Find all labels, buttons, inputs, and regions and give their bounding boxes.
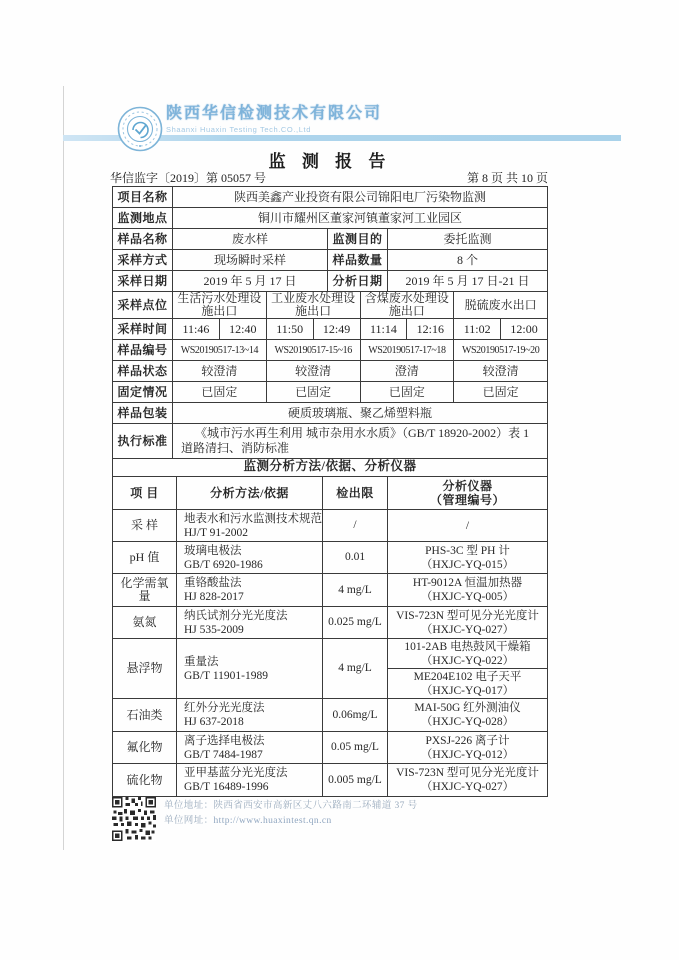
footer-website-line: [164, 814, 417, 829]
method-cell: [177, 732, 323, 764]
col-header-item: 项 目: [113, 477, 177, 510]
method-row-cod: [113, 574, 548, 607]
cell-value: 2019 年 5 月 17 日: [173, 271, 328, 292]
cell-label: 项目名称: [113, 187, 173, 208]
method-name: 玻璃电极法: [184, 544, 242, 557]
cell-label: 执行标准: [113, 424, 173, 459]
col-header-instrument-line2: （管理编号）: [429, 493, 505, 507]
item-cell: 采 样: [113, 510, 177, 542]
sampling-time-cell: 12:40: [220, 319, 267, 340]
sampling-point-cell: 脱硫废水出口: [454, 292, 548, 319]
row-packaging: [113, 403, 548, 424]
fixation-cell: 已固定: [454, 382, 548, 403]
section-title: 监测分析方法/依据、分析仪器: [113, 457, 548, 477]
sampling-time-cell: 11:14: [361, 319, 408, 340]
method-standard: HJ 828-2017: [184, 591, 244, 603]
footer-address-line: [164, 799, 417, 814]
cell-label: 样品名称: [113, 229, 173, 250]
limit-cell: /: [323, 510, 388, 542]
col-header-method: 分析方法/依据: [177, 477, 323, 510]
instrument-cell: [388, 574, 548, 607]
col-header-instrument: [388, 477, 548, 510]
cell-label: 监测目的: [328, 229, 388, 250]
instrument-name: MAI-50G 红外测油仪: [414, 702, 521, 714]
instrument-name: VIS-723N 型可见分光光度计: [396, 767, 539, 779]
method-name: 纳氏试剂分光光度法: [184, 609, 288, 622]
row-dates: [113, 271, 548, 292]
method-name: 红外分光光度法: [184, 702, 265, 714]
method-name: 重量法: [184, 655, 219, 668]
sample-state-cell: 较澄清: [267, 361, 361, 382]
footer-contact: [164, 799, 417, 829]
fixation-cell: 已固定: [173, 382, 267, 403]
cell-value: 废水样: [173, 229, 328, 250]
cell-value: 2019 年 5 月 17 日-21 日: [388, 271, 548, 292]
method-cell: [177, 574, 323, 607]
item-cell: 化学需氧量: [113, 574, 177, 607]
method-standard: GB/T 16489-1996: [184, 781, 269, 793]
method-cell: [177, 764, 323, 797]
cell-label: 监测地点: [113, 208, 173, 229]
cell-label: 采样时间: [113, 319, 173, 340]
cell-label: 分析日期: [328, 271, 388, 292]
instrument-name: ME204E102 电子天平: [413, 670, 522, 683]
sampling-time-cell: 12:00: [501, 319, 548, 340]
item-cell: 氨氮: [113, 607, 177, 639]
report-title: 监 测 报 告: [268, 152, 392, 171]
row-location: [113, 208, 548, 229]
sample-state-cell: 较澄清: [173, 361, 267, 382]
cell-value: 8 个: [388, 250, 548, 271]
footer-address: 陕西省西安市高新区丈八六路南二环辅道 37 号: [213, 801, 418, 811]
method-standard: HJ/T 91-2002: [184, 526, 248, 539]
footer-website: http://www.huaxintest.qn.cn: [213, 816, 332, 826]
cell-label: 固定情况: [113, 382, 173, 403]
method-row-fluoride: [113, 732, 548, 764]
method-name: 重铬酸盐法: [184, 577, 242, 589]
limit-cell: 4 mg/L: [323, 639, 388, 699]
method-cell: [177, 607, 323, 639]
item-cell: pH 值: [113, 542, 177, 574]
instrument-code: （HXJC-YQ-027）: [420, 781, 515, 793]
row-sample-states: [113, 361, 548, 382]
company-name-cn: 陕西华信检测技术有限公司: [166, 105, 383, 122]
instrument-cell: [388, 542, 548, 574]
method-cell: [177, 542, 323, 574]
instrument-code: （HXJC-YQ-012）: [420, 748, 515, 761]
company-name-en: Shaanxi Huaxin Testing Tech.CO.,Ltd: [166, 125, 311, 134]
standard-text: 《城市污水再生利用 城市杂用水水质》（GB/T 18920-2002）表 1 道路清扫、消防标准: [181, 426, 530, 455]
cell-label: 采样方式: [113, 250, 173, 271]
footer-address-label: 单位地址：: [164, 801, 214, 811]
item-cell: 硫化物: [113, 764, 177, 797]
method-row-ammonia: [113, 607, 548, 639]
row-method-header: [113, 477, 548, 510]
instrument-code: （HXJC-YQ-027）: [420, 623, 515, 636]
page-number: 第 8 页 共 10 页: [466, 171, 548, 185]
instrument-cell: [388, 732, 548, 764]
method-standard: HJ 535-2009: [184, 623, 244, 636]
sample-state-cell: 较澄清: [454, 361, 548, 382]
sampling-time-cell: 11:46: [173, 319, 220, 340]
limit-cell: 0.005 mg/L: [323, 764, 388, 797]
row-section-title: [113, 457, 548, 477]
instrument-name: 101-2AB 电热鼓风干燥箱: [404, 640, 531, 653]
cell-value: 委托监测: [388, 229, 548, 250]
method-cell: [177, 510, 323, 542]
col-header-instrument-line1: 分析仪器: [442, 479, 493, 493]
qr-code-icon: [112, 797, 156, 841]
company-seal-logo-icon: [117, 106, 163, 152]
method-cell: [177, 639, 323, 699]
instrument-cell: [388, 607, 548, 639]
method-standard: HJ 637-2018: [184, 716, 244, 728]
limit-cell: 0.05 mg/L: [323, 732, 388, 764]
sampling-time-cell: 12:16: [407, 319, 454, 340]
item-cell: 氟化物: [113, 732, 177, 764]
sampling-time-cell: 11:02: [454, 319, 501, 340]
row-sample-name: [113, 229, 548, 250]
sampling-point-cell: 工业废水处理设施出口: [267, 292, 361, 319]
method-row-sampling: [113, 510, 548, 542]
row-sample-ids: [113, 340, 548, 361]
method-standard: GB/T 11901-1989: [184, 669, 269, 682]
cell-value: 铜川市耀州区董家河镇董家河工业园区: [173, 208, 548, 229]
method-row-ph: [113, 542, 548, 574]
instrument-name: PHS-3C 型 PH 计: [425, 544, 510, 557]
limit-cell: 0.01: [323, 542, 388, 574]
method-name: 亚甲基蓝分光光度法: [184, 767, 288, 779]
cell-label: 样品包装: [113, 403, 173, 424]
cell-value: 现场瞬时采样: [173, 250, 328, 271]
instrument-name: PXSJ-226 离子计: [425, 734, 510, 747]
method-row-sulfide: [113, 764, 548, 797]
doc-number-row: [110, 169, 548, 186]
cell-label: 样品编号: [113, 340, 173, 361]
instrument-code: （HXJC-YQ-022）: [420, 654, 515, 667]
row-fixation: [113, 382, 548, 403]
instrument-name: VIS-723N 型可见分光光度计: [396, 609, 539, 622]
method-standard: GB/T 7484-1987: [184, 748, 263, 761]
cell-label: 样品数量: [328, 250, 388, 271]
fixation-cell: 已固定: [267, 382, 361, 403]
row-standard: [113, 424, 548, 457]
cell-value: 陕西美鑫产业投资有限公司锦阳电厂污染物监测: [173, 187, 548, 208]
sampling-point-cell: 生活污水处理设施出口: [173, 292, 267, 319]
sample-id-cell: WS20190517-13~14: [173, 340, 267, 361]
row-sampling-method: [113, 250, 548, 271]
company-header: [166, 100, 382, 134]
cell-value: 硬质玻璃瓶、聚乙烯塑料瓶: [173, 403, 548, 424]
limit-cell: 0.06mg/L: [323, 699, 388, 732]
instrument-sub-cell: [388, 669, 547, 698]
method-row-petroleum: [113, 699, 548, 732]
doc-number: 华信监字〔2019〕第 05057 号: [110, 171, 267, 185]
sample-id-cell: WS20190517-19~20: [454, 340, 548, 361]
instrument-code: （HXJC-YQ-017）: [420, 684, 515, 697]
instrument-cell: [388, 764, 548, 797]
item-cell: 悬浮物: [113, 639, 177, 699]
method-name: 地表水和污水监测技术规范: [184, 512, 322, 525]
item-cell: 石油类: [113, 699, 177, 732]
limit-cell: 0.025 mg/L: [323, 607, 388, 639]
footer-website-label: 单位网址：: [164, 816, 214, 826]
row-sampling-times: [113, 319, 548, 340]
instrument-code: （HXJC-YQ-005）: [420, 591, 515, 603]
instrument-name: HT-9012A 恒温加热器: [412, 577, 523, 589]
instrument-cell: /: [388, 510, 548, 542]
row-sampling-points: [113, 292, 548, 319]
cell-value: [173, 424, 548, 459]
method-cell: [177, 699, 323, 732]
cell-label: 样品状态: [113, 361, 173, 382]
method-name: 离子选择电极法: [184, 734, 265, 747]
fixation-cell: 已固定: [361, 382, 455, 403]
sampling-time-cell: 11:50: [267, 319, 314, 340]
sample-id-cell: WS20190517-15~16: [267, 340, 361, 361]
sampling-point-cell: 含煤废水处理设施出口: [361, 292, 455, 319]
sample-state-cell: 澄清: [361, 361, 455, 382]
row-project: [113, 187, 548, 208]
instrument-sub-cell: [388, 639, 547, 669]
sample-id-cell: WS20190517-17~18: [361, 340, 455, 361]
method-row-suspended-solids: [113, 639, 548, 699]
col-header-limit: 检出限: [323, 477, 388, 510]
method-standard: GB/T 6920-1986: [184, 558, 263, 571]
report-table: [112, 186, 548, 797]
page-scan-edge: [63, 86, 64, 850]
instrument-cell-split: [388, 639, 548, 699]
sampling-time-cell: 12:49: [314, 319, 361, 340]
instrument-cell: [388, 699, 548, 732]
instrument-code: （HXJC-YQ-015）: [420, 558, 515, 571]
limit-cell: 4 mg/L: [323, 574, 388, 607]
cell-label: 采样点位: [113, 292, 173, 319]
cell-label: 采样日期: [113, 271, 173, 292]
instrument-code: （HXJC-YQ-028）: [420, 716, 515, 728]
